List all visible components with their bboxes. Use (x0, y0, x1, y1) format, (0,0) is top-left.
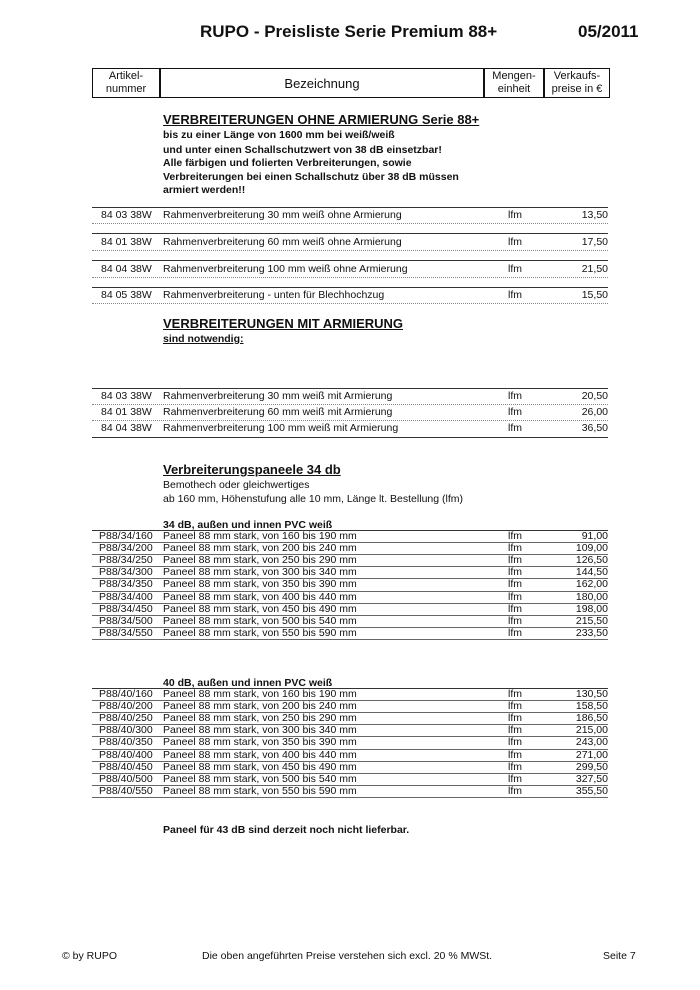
article-number: P88/40/450 (99, 760, 153, 773)
article-number: P88/40/300 (99, 724, 153, 737)
unit: lfm (508, 530, 522, 542)
section-title: VERBREITERUNGEN OHNE ARMIERUNG Serie 88+ (163, 112, 480, 127)
price: 299,50 (575, 760, 608, 773)
table-row (92, 688, 608, 700)
price: 355,50 (575, 784, 608, 797)
description: Paneel 88 mm stark, von 160 bis 190 mm (163, 688, 357, 700)
unit: lfm (508, 566, 522, 579)
article-number: P88/34/550 (99, 626, 153, 639)
description: Paneel 88 mm stark, von 400 bis 440 mm (163, 590, 357, 603)
table-row: 84 03 38W Rahmenverbreiterung 30 mm weiß mit Armierung lfm 20,50 (101, 390, 608, 402)
description: Paneel 88 mm stark, von 450 bis 490 mm (163, 602, 357, 615)
unit: lfm (508, 688, 522, 700)
article-number: P88/34/250 (99, 554, 153, 567)
table-row (92, 724, 608, 736)
footer-note: Die oben angeführten Preise verstehen sich excl. 20 % MWSt. (202, 950, 493, 962)
article-number: P88/34/400 (99, 590, 153, 603)
unit: lfm (508, 784, 522, 797)
table-row: 84 05 38W Rahmenverbreiterung - unten für Blechhochzug lfm 15,50 (101, 289, 608, 301)
section-note: armiert werden!! (163, 184, 246, 196)
table-row (92, 749, 608, 761)
table-row (92, 700, 608, 712)
unit: lfm (508, 626, 522, 639)
article-number: P88/40/250 (99, 712, 153, 725)
description: Paneel 88 mm stark, von 350 bis 390 mm (163, 578, 357, 591)
article-number: P88/40/550 (99, 784, 153, 797)
description: Paneel 88 mm stark, von 550 bis 590 mm (163, 626, 357, 639)
section-title: Verbreiterungspaneele 34 db (163, 462, 341, 477)
description: Paneel 88 mm stark, von 350 bis 390 mm (163, 736, 357, 749)
table-row (92, 712, 608, 724)
description: Paneel 88 mm stark, von 300 bis 340 mm (163, 566, 357, 579)
article-number: P88/34/300 (99, 566, 153, 579)
table-row: 84 04 38W Rahmenverbreiterung 100 mm weiß ohne Armierung lfm 21,50 (101, 263, 608, 275)
description: Paneel 88 mm stark, von 300 bis 340 mm (163, 724, 357, 737)
column-header-price: Verkaufs- preise in € (544, 68, 610, 98)
section-note: und unter einen Schallschutzwert von 38 dB einsetzbar! (163, 144, 442, 156)
table-row (92, 542, 608, 554)
unit: lfm (508, 542, 522, 555)
table-row (92, 773, 608, 785)
price: 180,00 (575, 590, 608, 603)
article-number: P88/40/200 (99, 700, 153, 713)
price: 243,00 (575, 736, 608, 749)
description: Paneel 88 mm stark, von 500 bis 540 mm (163, 614, 357, 627)
table-row (92, 554, 608, 566)
table-row (92, 615, 608, 627)
table-row: 84 01 38W Rahmenverbreiterung 60 mm weiß ohne Armierung lfm 17,50 (101, 236, 608, 248)
unit: lfm (508, 554, 522, 567)
table-row (92, 785, 608, 797)
article-number: P88/34/500 (99, 614, 153, 627)
price: 130,50 (575, 688, 608, 700)
column-header-unit: Mengen- einheit (484, 68, 544, 98)
description: Paneel 88 mm stark, von 250 bis 290 mm (163, 712, 357, 725)
description: Paneel 88 mm stark, von 400 bis 440 mm (163, 748, 357, 761)
section-note: Alle färbigen und folierten Verbreiterungen, sowie (163, 157, 412, 169)
group-title: 34 dB, außen und innen PVC weiß (163, 519, 333, 531)
unit: lfm (508, 760, 522, 773)
article-number: P88/40/500 (99, 772, 153, 785)
unit: lfm (508, 736, 522, 749)
unit: lfm (508, 724, 522, 737)
article-number: P88/34/200 (99, 542, 153, 555)
table-row (92, 578, 608, 590)
description: Paneel 88 mm stark, von 160 bis 190 mm (163, 530, 357, 542)
column-header-article: Artikel- nummer (92, 68, 160, 98)
page-title: RUPO - Preisliste Serie Premium 88+ (200, 22, 498, 41)
price: 271,00 (575, 748, 608, 761)
price: 215,50 (575, 614, 608, 627)
table-row (92, 627, 608, 639)
footer-page-number: Seite 7 (603, 950, 636, 962)
section-subtitle: sind notwendig: (163, 333, 244, 345)
price: 327,50 (575, 772, 608, 785)
price: 215,00 (575, 724, 608, 737)
price: 158,50 (575, 700, 608, 713)
description: Paneel 88 mm stark, von 200 bis 240 mm (163, 700, 357, 713)
price: 91,00 (581, 530, 608, 542)
unit: lfm (508, 772, 522, 785)
table-row (92, 761, 608, 773)
description: Paneel 88 mm stark, von 200 bis 240 mm (163, 542, 357, 555)
table-row (92, 591, 608, 603)
unit: lfm (508, 712, 522, 725)
table-row: 84 01 38W Rahmenverbreiterung 60 mm weiß mit Armierung lfm 26,00 (101, 406, 608, 418)
price: 109,00 (575, 542, 608, 555)
unit: lfm (508, 590, 522, 603)
article-number: P88/40/350 (99, 736, 153, 749)
article-number: P88/34/350 (99, 578, 153, 591)
section-line: Bemothech oder gleichwertiges (163, 479, 310, 491)
table-row: 84 04 38W Rahmenverbreiterung 100 mm weiß mit Armierung lfm 36,50 (101, 422, 608, 434)
table-row (92, 736, 608, 748)
description: Paneel 88 mm stark, von 550 bis 590 mm (163, 784, 357, 797)
section-line: ab 160 mm, Höhenstufung alle 10 mm, Länge lt. Bestellung (lfm) (163, 493, 463, 505)
unit: lfm (508, 700, 522, 713)
table-row: 84 03 38W Rahmenverbreiterung 30 mm weiß ohne Armierung lfm 13,50 (101, 209, 608, 221)
article-number: P88/34/450 (99, 602, 153, 615)
price: 198,00 (575, 602, 608, 615)
price: 233,50 (575, 626, 608, 639)
article-number: P88/34/160 (99, 530, 153, 542)
group-title: 40 dB, außen und innen PVC weiß (163, 677, 333, 689)
footer-copyright: © by RUPO (62, 950, 117, 962)
table-row (92, 566, 608, 578)
page-date: 05/2011 (578, 22, 639, 41)
section-title: VERBREITERUNGEN MIT ARMIERUNG (163, 316, 404, 331)
section-note: Paneel für 43 dB sind derzeit noch nicht lieferbar. (163, 824, 410, 836)
column-header-description: Bezeichnung (160, 68, 484, 98)
unit: lfm (508, 602, 522, 615)
price: 144,50 (575, 566, 608, 579)
unit: lfm (508, 748, 522, 761)
price: 162,00 (575, 578, 608, 591)
table-row (92, 530, 608, 542)
article-number: P88/40/400 (99, 748, 153, 761)
section-note: bis zu einer Länge von 1600 mm bei weiß/weiß (163, 129, 395, 141)
article-number: P88/40/160 (99, 688, 153, 700)
description: Paneel 88 mm stark, von 450 bis 490 mm (163, 760, 357, 773)
description: Paneel 88 mm stark, von 500 bis 540 mm (163, 772, 357, 785)
description: Paneel 88 mm stark, von 250 bis 290 mm (163, 554, 357, 567)
table-row (92, 603, 608, 615)
unit: lfm (508, 614, 522, 627)
section-note: Verbreiterungen bei einen Schallschutz über 38 dB müssen (163, 171, 459, 183)
unit: lfm (508, 578, 522, 591)
price: 186,50 (575, 712, 608, 725)
price: 126,50 (575, 554, 608, 567)
